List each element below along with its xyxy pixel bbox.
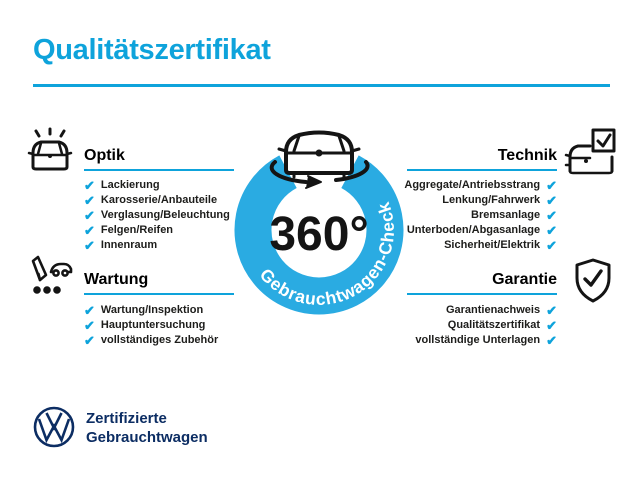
checklist-item (444, 240, 557, 251)
shield-check-icon (572, 257, 614, 305)
check-icon: ✔ (84, 318, 95, 333)
checklist-item (84, 240, 230, 251)
badge-ring-label: Gebrauchtwagen-Check (255, 199, 399, 309)
item-label: vollständiges Zubehör (100, 334, 219, 346)
checklist-item (442, 195, 557, 206)
garantie-checklist (380, 305, 557, 346)
car-headlights-icon (26, 127, 74, 173)
check-icon: ✔ (84, 303, 95, 318)
title-divider (33, 84, 610, 87)
footer-brand-line2: Gebrauchtwagen (86, 429, 208, 446)
section-header-technik: Technik (497, 147, 557, 164)
item-label: Sicherheit/Elektrik (444, 239, 541, 251)
item-label: Lackierung (100, 179, 160, 191)
item-label: Verglasung/Beleuchtung (100, 209, 230, 221)
checklist-item (84, 305, 218, 316)
section-rule-technik (407, 169, 557, 171)
item-label: Karosserie/Anbauteile (100, 194, 218, 206)
wartung-checklist (84, 305, 218, 346)
item-label: Bremsanlage (471, 209, 541, 221)
item-label: Garantienachweis (445, 304, 541, 316)
vw-logo-icon (33, 406, 75, 448)
item-label: Felgen/Reifen (100, 224, 174, 236)
check-icon: ✔ (546, 333, 557, 348)
check-icon: ✔ (84, 223, 95, 238)
checklist-item (84, 335, 218, 346)
check-icon: ✔ (84, 193, 95, 208)
item-label: vollständige Unterlagen (415, 334, 541, 346)
section-header-optik: Optik (84, 147, 125, 164)
checklist-item (446, 305, 557, 316)
page-title: Qualitätszertifikat (33, 34, 271, 66)
checklist-item (404, 180, 557, 191)
service-checklist-icon (26, 253, 74, 299)
car-checkbox-icon (564, 127, 618, 175)
badge-center-label: 360° (269, 208, 369, 261)
item-label: Innenraum (100, 239, 158, 251)
checklist-item (407, 225, 557, 236)
checklist-item (84, 320, 218, 331)
section-rule-wartung (84, 293, 234, 295)
check-icon: ✔ (84, 208, 95, 223)
check-icon: ✔ (84, 178, 95, 193)
item-label: Qualitätszertifikat (447, 319, 541, 331)
check-icon: ✔ (546, 193, 557, 208)
item-label: Wartung/Inspektion (100, 304, 204, 316)
check-icon: ✔ (546, 238, 557, 253)
item-label: Aggregate/Antriebsstrang (404, 179, 541, 191)
footer-brand-text (86, 409, 208, 447)
check-icon: ✔ (546, 318, 557, 333)
checklist-item (84, 195, 230, 206)
checklist-item (84, 225, 230, 236)
section-rule-optik (84, 169, 234, 171)
checklist-item (471, 210, 557, 221)
check-icon: ✔ (546, 178, 557, 193)
checklist-item (448, 320, 557, 331)
check-icon: ✔ (546, 223, 557, 238)
check-icon: ✔ (546, 208, 557, 223)
item-label: Lenkung/Fahrwerk (442, 194, 541, 206)
checklist-item (84, 210, 230, 221)
check-icon: ✔ (546, 303, 557, 318)
technik-checklist (380, 180, 557, 251)
section-header-wartung: Wartung (84, 271, 149, 288)
optik-checklist (84, 180, 230, 251)
section-rule-garantie (407, 293, 557, 295)
checklist-item (84, 180, 230, 191)
section-header-garantie: Garantie (492, 271, 557, 288)
item-label: Unterboden/Abgasanlage (406, 224, 541, 236)
check-icon: ✔ (84, 238, 95, 253)
checklist-item (415, 335, 557, 346)
check-icon: ✔ (84, 333, 95, 348)
item-label: Hauptuntersuchung (100, 319, 206, 331)
footer-brand-line1: Zertifizierte (86, 410, 167, 427)
